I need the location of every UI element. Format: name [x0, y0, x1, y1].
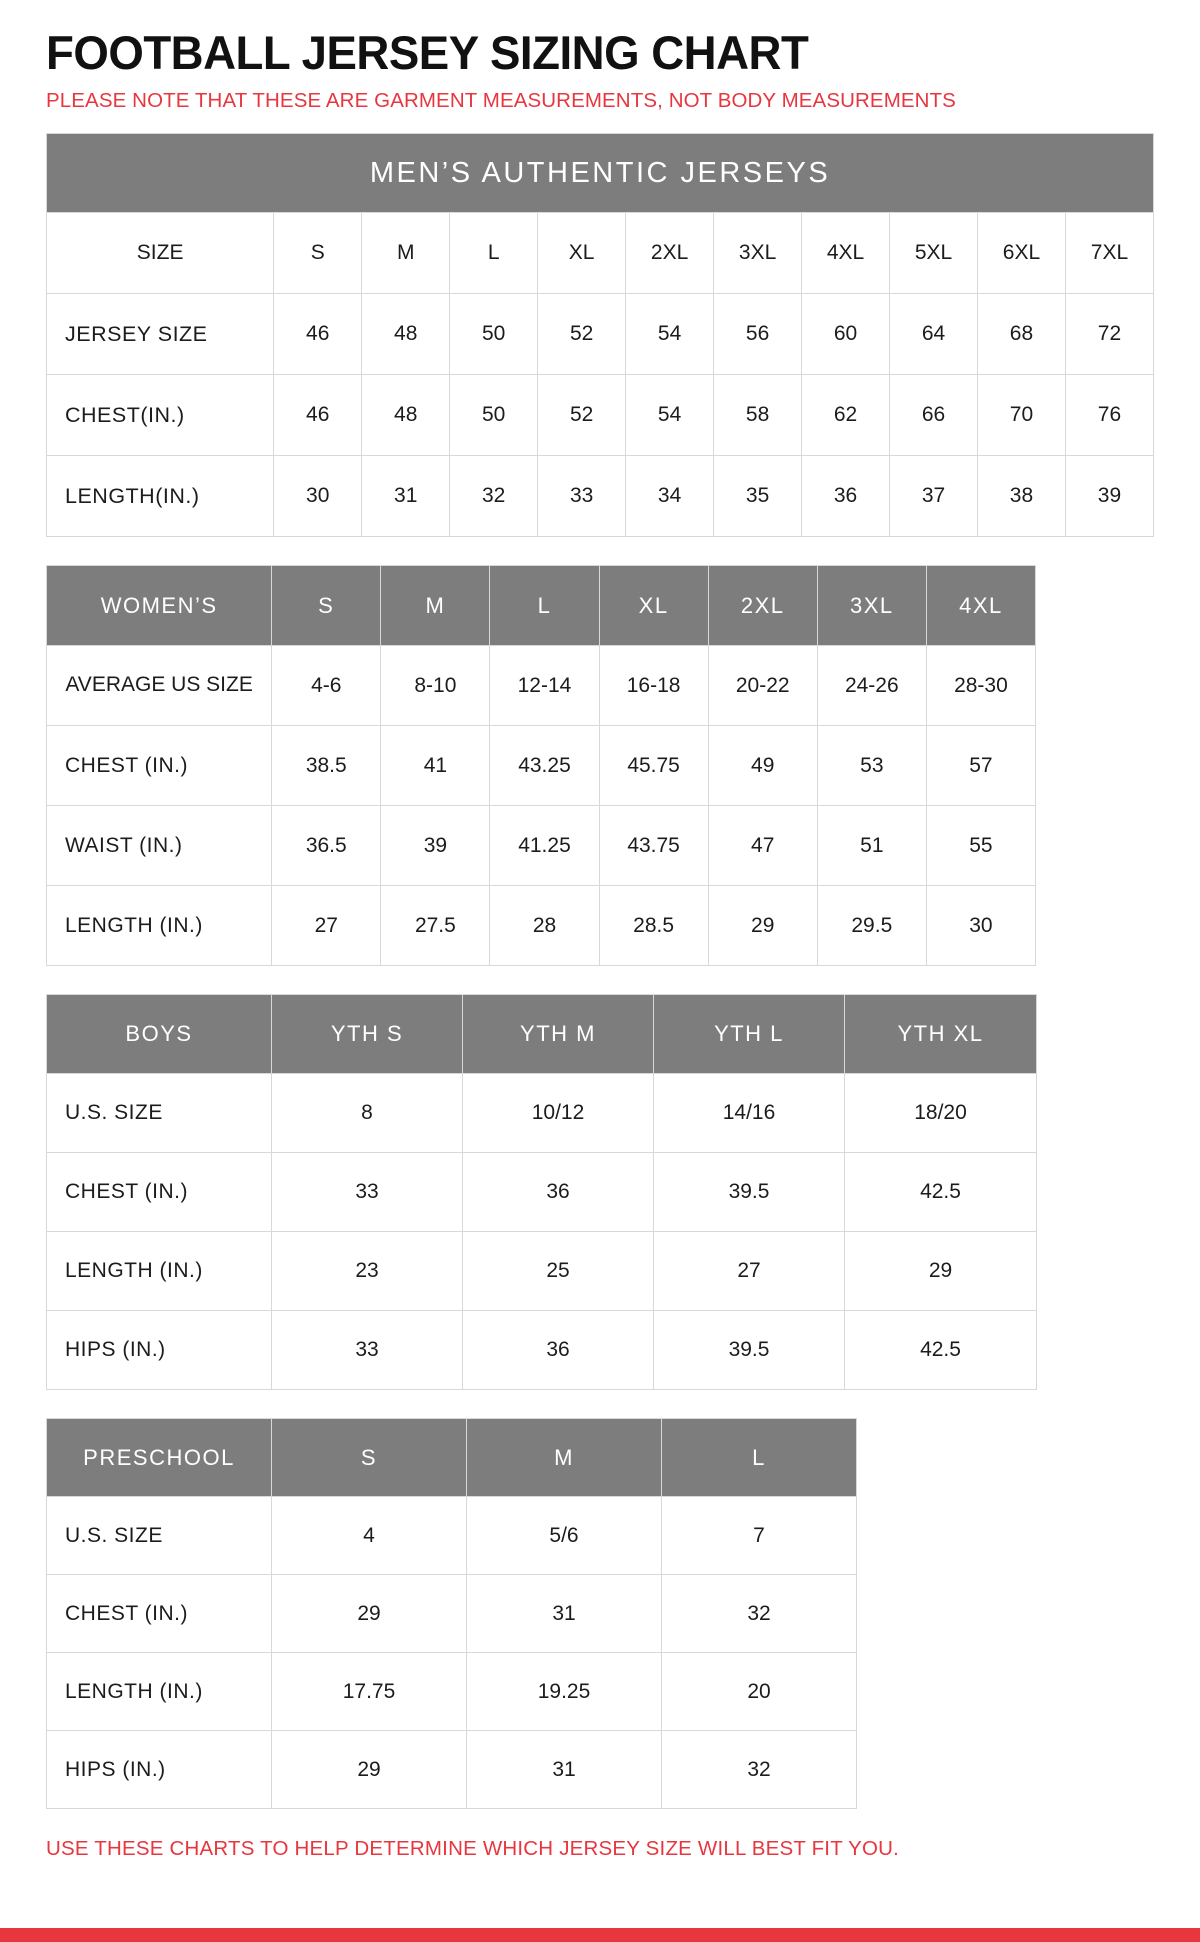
table-cell: 20 — [662, 1653, 857, 1731]
table-header-band — [47, 134, 1154, 213]
table-cell: 49 — [708, 726, 817, 806]
table-cell: 50 — [450, 375, 538, 456]
table-header-band — [47, 1419, 857, 1497]
womens-row-label: WAIST (IN.) — [47, 806, 272, 886]
mens-size-header: XL — [538, 213, 626, 294]
table-cell: 36 — [463, 1153, 654, 1232]
table-cell: 34 — [626, 456, 714, 537]
womens-size-header: L — [490, 566, 599, 646]
preschool-row-label: CHEST (IN.) — [47, 1575, 272, 1653]
table-cell: 29 — [272, 1731, 467, 1809]
table-cell: 10/12 — [463, 1074, 654, 1153]
table-cell: 66 — [890, 375, 978, 456]
boys-row-label: U.S. SIZE — [47, 1074, 272, 1153]
table-cell: 33 — [272, 1311, 463, 1390]
table-row — [47, 1232, 1037, 1311]
womens-size-header: XL — [599, 566, 708, 646]
table-row — [47, 1074, 1037, 1153]
mens-size-header: S — [274, 213, 362, 294]
womens-row-label: LENGTH (IN.) — [47, 886, 272, 966]
table-cell: 31 — [362, 456, 450, 537]
table-cell: 24-26 — [817, 646, 926, 726]
table-cell: 27 — [272, 886, 381, 966]
preschool-size-header: M — [467, 1419, 662, 1497]
table-cell: 32 — [662, 1575, 857, 1653]
table-row — [47, 1153, 1037, 1232]
table-cell: 28.5 — [599, 886, 708, 966]
table-row — [47, 213, 1154, 294]
table-row — [47, 646, 1036, 726]
table-cell: 51 — [817, 806, 926, 886]
mens-size-header: 4XL — [802, 213, 890, 294]
womens-size-header: S — [272, 566, 381, 646]
boys-row-label: HIPS (IN.) — [47, 1311, 272, 1390]
table-cell: 7 — [662, 1497, 857, 1575]
preschool-sizing-table — [46, 1418, 857, 1809]
measurement-disclaimer: PLEASE NOTE THAT THESE ARE GARMENT MEASUREMENTS, NOT BODY MEASUREMENTS — [46, 89, 956, 113]
table-row — [47, 1653, 857, 1731]
mens-band-label: MEN’S AUTHENTIC JERSEYS — [47, 134, 1154, 213]
table-row — [47, 294, 1154, 375]
table-cell: 5/6 — [467, 1497, 662, 1575]
table-cell: 36.5 — [272, 806, 381, 886]
preschool-row-label: LENGTH (IN.) — [47, 1653, 272, 1731]
womens-size-header: M — [381, 566, 490, 646]
mens-row-label: LENGTH(IN.) — [47, 456, 274, 537]
table-cell: 16-18 — [599, 646, 708, 726]
table-row — [47, 886, 1036, 966]
womens-row-label: AVERAGE US SIZE — [47, 646, 272, 726]
mens-size-header: 7XL — [1065, 213, 1153, 294]
womens-size-header: 3XL — [817, 566, 926, 646]
table-row — [47, 1311, 1037, 1390]
table-cell: 58 — [714, 375, 802, 456]
table-cell: 37 — [890, 456, 978, 537]
table-cell: 32 — [662, 1731, 857, 1809]
table-header-band — [47, 566, 1036, 646]
table-cell: 23 — [272, 1232, 463, 1311]
table-row — [47, 1731, 857, 1809]
table-cell: 17.75 — [272, 1653, 467, 1731]
mens-sizing-table — [46, 133, 1154, 537]
table-cell: 39.5 — [654, 1153, 845, 1232]
table-cell: 36 — [802, 456, 890, 537]
table-cell: 4 — [272, 1497, 467, 1575]
preschool-row-label: U.S. SIZE — [47, 1497, 272, 1575]
table-cell: 35 — [714, 456, 802, 537]
boys-band-label: BOYS — [47, 995, 272, 1074]
preschool-band-label: PRESCHOOL — [47, 1419, 272, 1497]
table-cell: 8 — [272, 1074, 463, 1153]
table-cell: 29.5 — [817, 886, 926, 966]
table-cell: 45.75 — [599, 726, 708, 806]
table-row — [47, 1497, 857, 1575]
table-cell: 12-14 — [490, 646, 599, 726]
boys-row-label: CHEST (IN.) — [47, 1153, 272, 1232]
womens-row-label: CHEST (IN.) — [47, 726, 272, 806]
mens-size-header: 3XL — [714, 213, 802, 294]
table-cell: 68 — [978, 294, 1066, 375]
table-row — [47, 806, 1036, 886]
table-cell: 41.25 — [490, 806, 599, 886]
table-cell: 48 — [362, 375, 450, 456]
table-cell: 27 — [654, 1232, 845, 1311]
table-cell: 14/16 — [654, 1074, 845, 1153]
table-cell: 39.5 — [654, 1311, 845, 1390]
table-cell: 39 — [1065, 456, 1153, 537]
womens-size-header: 4XL — [926, 566, 1035, 646]
table-cell: 57 — [926, 726, 1035, 806]
table-cell: 50 — [450, 294, 538, 375]
table-cell: 18/20 — [845, 1074, 1037, 1153]
table-cell: 28 — [490, 886, 599, 966]
table-cell: 28-30 — [926, 646, 1035, 726]
footer-note: USE THESE CHARTS TO HELP DETERMINE WHICH JERSEY SIZE WILL BEST FIT YOU. — [46, 1837, 899, 1861]
table-cell: 60 — [802, 294, 890, 375]
table-cell: 29 — [845, 1232, 1037, 1311]
table-cell: 38.5 — [272, 726, 381, 806]
table-row — [47, 1575, 857, 1653]
table-cell: 25 — [463, 1232, 654, 1311]
mens-size-header: 2XL — [626, 213, 714, 294]
table-cell: 43.25 — [490, 726, 599, 806]
table-cell: 54 — [626, 375, 714, 456]
table-cell: 32 — [450, 456, 538, 537]
table-cell: 64 — [890, 294, 978, 375]
table-cell: 29 — [708, 886, 817, 966]
table-cell: 56 — [714, 294, 802, 375]
table-row — [47, 456, 1154, 537]
mens-size-header: 5XL — [890, 213, 978, 294]
preschool-size-header: L — [662, 1419, 857, 1497]
boys-sizing-table — [46, 994, 1037, 1390]
table-cell: 8-10 — [381, 646, 490, 726]
boys-row-label: LENGTH (IN.) — [47, 1232, 272, 1311]
table-cell: 54 — [626, 294, 714, 375]
page-title: FOOTBALL JERSEY SIZING CHART — [46, 26, 809, 79]
table-cell: 70 — [978, 375, 1066, 456]
preschool-row-label: HIPS (IN.) — [47, 1731, 272, 1809]
table-cell: 20-22 — [708, 646, 817, 726]
table-cell: 38 — [978, 456, 1066, 537]
womens-size-header: 2XL — [708, 566, 817, 646]
table-cell: 52 — [538, 375, 626, 456]
table-cell: 33 — [538, 456, 626, 537]
womens-sizing-table — [46, 565, 1036, 966]
boys-size-header: YTH M — [463, 995, 654, 1074]
table-cell: 55 — [926, 806, 1035, 886]
table-cell: 76 — [1065, 375, 1153, 456]
table-cell: 4-6 — [272, 646, 381, 726]
preschool-size-header: S — [272, 1419, 467, 1497]
mens-size-label: SIZE — [47, 213, 274, 294]
table-cell: 42.5 — [845, 1311, 1037, 1390]
table-cell: 72 — [1065, 294, 1153, 375]
table-cell: 30 — [274, 456, 362, 537]
mens-size-header: 6XL — [978, 213, 1066, 294]
table-cell: 31 — [467, 1731, 662, 1809]
table-cell: 31 — [467, 1575, 662, 1653]
table-cell: 52 — [538, 294, 626, 375]
bottom-accent-bar — [0, 1928, 1200, 1942]
table-cell: 46 — [274, 294, 362, 375]
mens-size-header: M — [362, 213, 450, 294]
table-cell: 41 — [381, 726, 490, 806]
table-row — [47, 375, 1154, 456]
table-cell: 62 — [802, 375, 890, 456]
boys-size-header: YTH S — [272, 995, 463, 1074]
mens-size-header: L — [450, 213, 538, 294]
table-cell: 19.25 — [467, 1653, 662, 1731]
table-cell: 48 — [362, 294, 450, 375]
mens-row-label: JERSEY SIZE — [47, 294, 274, 375]
table-cell: 43.75 — [599, 806, 708, 886]
table-cell: 39 — [381, 806, 490, 886]
table-cell: 33 — [272, 1153, 463, 1232]
womens-band-label: WOMEN’S — [47, 566, 272, 646]
table-cell: 42.5 — [845, 1153, 1037, 1232]
table-cell: 27.5 — [381, 886, 490, 966]
boys-size-header: YTH XL — [845, 995, 1037, 1074]
table-cell: 47 — [708, 806, 817, 886]
table-cell: 30 — [926, 886, 1035, 966]
table-header-band — [47, 995, 1037, 1074]
table-cell: 53 — [817, 726, 926, 806]
boys-size-header: YTH L — [654, 995, 845, 1074]
table-cell: 36 — [463, 1311, 654, 1390]
table-cell: 29 — [272, 1575, 467, 1653]
mens-row-label: CHEST(IN.) — [47, 375, 274, 456]
table-row — [47, 726, 1036, 806]
table-cell: 46 — [274, 375, 362, 456]
